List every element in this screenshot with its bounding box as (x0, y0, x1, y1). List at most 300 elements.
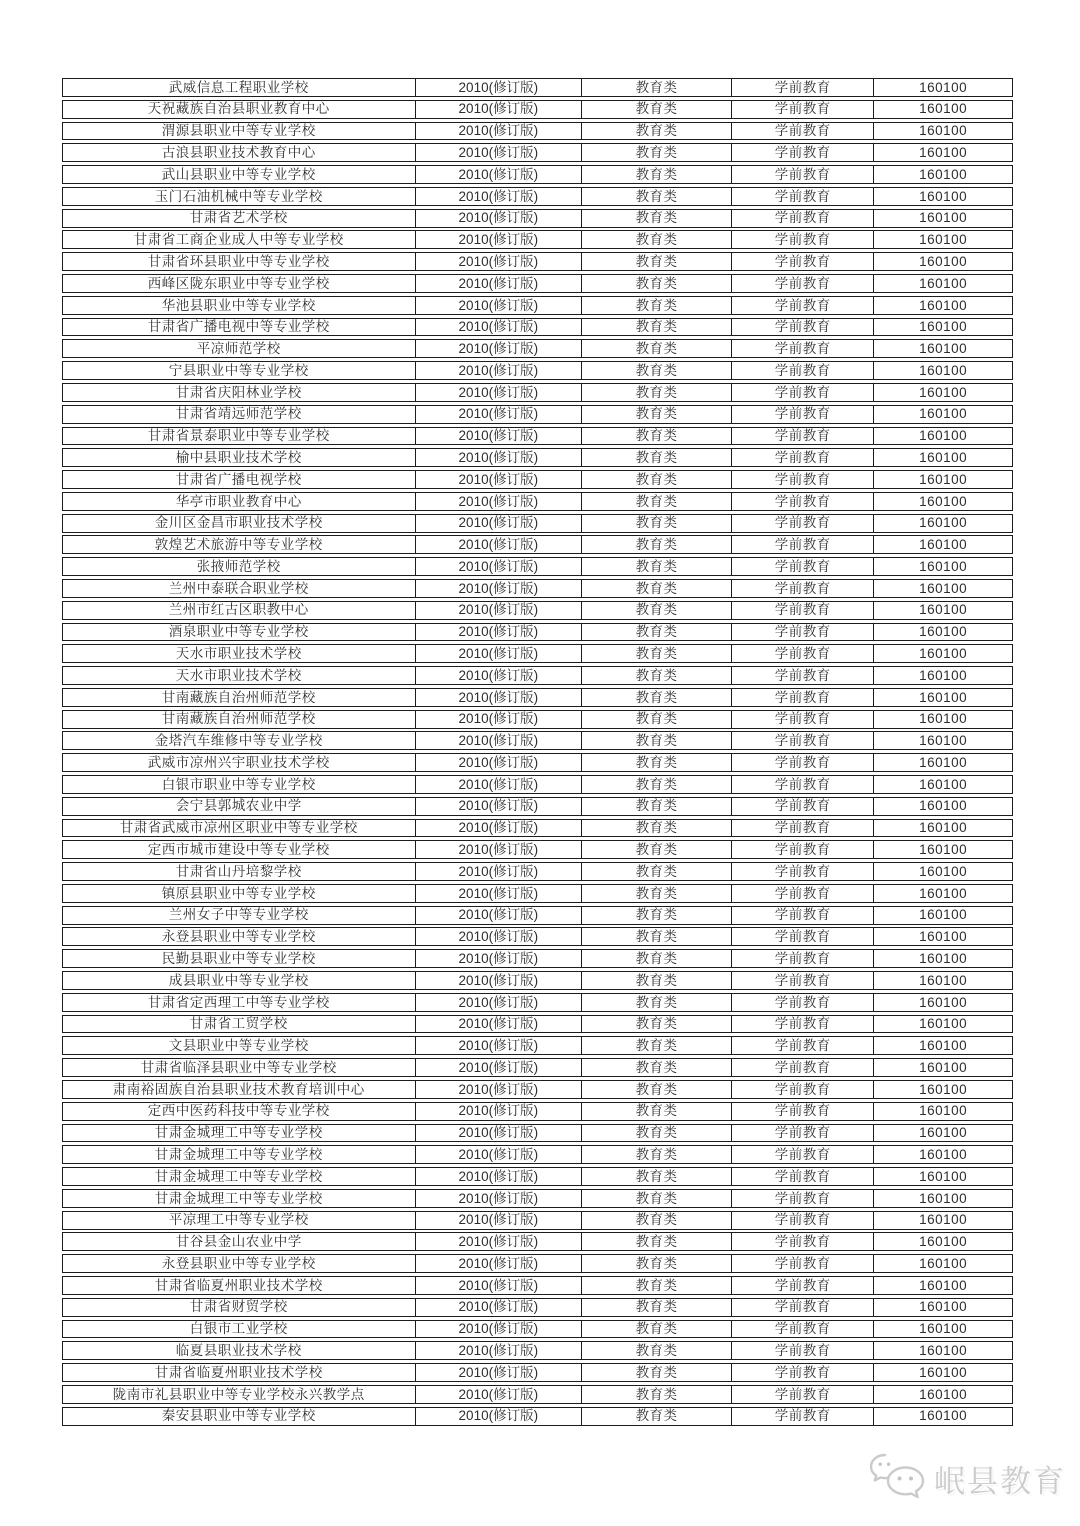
catalog-version-cell: 2010(修订版) (416, 907, 583, 924)
major-code-cell: 160100 (919, 319, 968, 335)
catalog-version-cell: 2010(修订版) (416, 319, 583, 336)
major-code-cell: 160100 (919, 733, 968, 749)
catalog-version-cell: 2010(修订版) (416, 558, 583, 575)
table-row (62, 775, 1013, 794)
major-category-cell: 教育类 (582, 1125, 732, 1142)
wechat-icon (868, 1452, 926, 1504)
major-name-cell: 学前教育 (732, 1190, 874, 1207)
major-code-cell: 160100 (919, 210, 968, 226)
catalog-version-cell: 2010(修订版) (416, 689, 583, 706)
table-row (62, 514, 1013, 533)
table-row (62, 1145, 1013, 1164)
major-code-cell: 160100 (919, 885, 968, 901)
catalog-version-cell: 2010(修订版) (416, 645, 583, 662)
major-category-cell: 教育类 (582, 101, 732, 118)
major-name-cell: 学前教育 (732, 928, 874, 945)
table-row (62, 1211, 1013, 1230)
major-code-cell: 160100 (919, 1190, 968, 1206)
major-name-cell: 学前教育 (732, 362, 874, 379)
major-category-cell: 教育类 (582, 645, 732, 662)
table-row (62, 448, 1013, 467)
school-name-cell: 甘肃省临夏州职业技术学校 (63, 1277, 416, 1294)
table-row (62, 862, 1013, 881)
major-name-cell: 学前教育 (732, 1059, 874, 1076)
major-name-cell: 学前教育 (732, 166, 874, 183)
school-name-cell: 兰州市红古区职教中心 (63, 602, 416, 619)
catalog-version-cell: 2010(修订版) (416, 362, 583, 379)
major-code-cell: 160100 (919, 537, 968, 553)
major-code-cell: 160100 (919, 689, 968, 705)
table-row (62, 1385, 1013, 1404)
school-name-cell: 甘肃省靖远师范学校 (63, 406, 416, 423)
major-code-cell: 160100 (919, 1343, 968, 1358)
table-row (62, 840, 1013, 859)
major-category-cell: 教育类 (582, 1255, 732, 1272)
major-code-cell: 160100 (919, 667, 968, 683)
table-row (62, 274, 1013, 293)
catalog-version-cell: 2010(修订版) (416, 1255, 583, 1272)
major-code-cell: 160100 (919, 471, 968, 487)
major-category-cell: 教育类 (582, 754, 732, 771)
catalog-version-cell: 2010(修订版) (416, 1364, 583, 1381)
major-category-cell: 教育类 (582, 1277, 732, 1294)
catalog-version-cell: 2010(修订版) (416, 972, 583, 989)
major-name-cell: 学前教育 (732, 645, 874, 662)
catalog-version-cell: 2010(修订版) (416, 1277, 583, 1294)
table-row (62, 1363, 1013, 1382)
school-name-cell: 天水市职业技术学校 (63, 667, 416, 684)
major-category-cell: 教育类 (582, 950, 732, 967)
major-category-cell: 教育类 (582, 711, 732, 728)
table-row (62, 601, 1013, 620)
catalog-version-cell: 2010(修订版) (416, 841, 583, 858)
major-code-cell: 160100 (919, 1038, 968, 1054)
major-code-cell: 160100 (919, 646, 968, 661)
table-row (62, 731, 1013, 750)
table-row (62, 1341, 1013, 1360)
major-name-cell: 学前教育 (732, 384, 874, 401)
major-code-cell: 160100 (919, 1212, 968, 1228)
major-code-cell: 160100 (919, 275, 968, 291)
major-name-cell: 学前教育 (732, 1277, 874, 1294)
catalog-version-cell: 2010(修订版) (416, 1212, 583, 1229)
major-name-cell: 学前教育 (732, 449, 874, 466)
major-code-cell: 160100 (919, 1321, 968, 1337)
school-name-cell: 甘肃省广播电视中等专业学校 (63, 319, 416, 336)
major-name-cell: 学前教育 (732, 841, 874, 858)
major-code-cell: 160100 (919, 493, 968, 509)
school-name-cell: 酒泉职业中等专业学校 (63, 624, 416, 641)
catalog-version-cell: 2010(修订版) (416, 928, 583, 945)
major-name-cell: 学前教育 (732, 1364, 874, 1381)
school-name-cell: 定西市城市建设中等专业学校 (63, 841, 416, 858)
major-code-cell: 160100 (919, 1408, 968, 1424)
major-category-cell: 教育类 (582, 362, 732, 379)
major-category-cell: 教育类 (582, 428, 732, 445)
major-name-cell: 学前教育 (732, 1081, 874, 1098)
major-name-cell: 学前教育 (732, 210, 874, 227)
major-category-cell: 教育类 (582, 1168, 732, 1185)
catalog-version-cell: 2010(修订版) (416, 1299, 583, 1316)
major-code-cell: 160100 (919, 1277, 968, 1293)
catalog-version-cell: 2010(修订版) (416, 1016, 583, 1033)
major-name-cell: 学前教育 (732, 101, 874, 118)
school-name-cell: 甘肃省财贸学校 (63, 1299, 416, 1316)
school-name-cell: 宁县职业中等专业学校 (63, 362, 416, 379)
school-name-cell: 甘肃省景泰职业中等专业学校 (63, 428, 416, 445)
major-category-cell: 教育类 (582, 123, 732, 140)
school-name-cell: 临夏县职业技术学校 (63, 1342, 416, 1359)
major-name-cell: 学前教育 (732, 1342, 874, 1359)
catalog-version-cell: 2010(修订版) (416, 101, 583, 118)
major-name-cell: 学前教育 (732, 885, 874, 902)
table-row (62, 644, 1013, 663)
major-category-cell: 教育类 (582, 1103, 732, 1120)
table-row (62, 753, 1013, 772)
major-name-cell: 学前教育 (732, 319, 874, 336)
major-name-cell: 学前教育 (732, 667, 874, 684)
major-name-cell: 学前教育 (732, 275, 874, 292)
major-name-cell: 学前教育 (732, 1386, 874, 1403)
major-category-cell: 教育类 (582, 928, 732, 945)
school-name-cell: 永登县职业中等专业学校 (63, 928, 416, 945)
major-category-cell: 教育类 (582, 689, 732, 706)
major-code-cell: 160100 (919, 994, 968, 1010)
major-category-cell: 教育类 (582, 297, 732, 314)
major-category-cell: 教育类 (582, 253, 732, 270)
major-category-cell: 教育类 (582, 166, 732, 183)
major-name-cell: 学前教育 (732, 580, 874, 597)
table-row (62, 1058, 1013, 1077)
major-name-cell: 学前教育 (732, 471, 874, 488)
major-name-cell: 学前教育 (732, 950, 874, 967)
school-name-cell: 武威市凉州兴宇职业技术学校 (63, 754, 416, 771)
major-category-cell: 教育类 (582, 602, 732, 619)
major-name-cell: 学前教育 (732, 493, 874, 510)
major-category-cell: 教育类 (582, 536, 732, 553)
major-code-cell: 160100 (919, 79, 968, 95)
catalog-version-cell: 2010(修订版) (416, 449, 583, 466)
table-row (62, 971, 1013, 990)
school-name-cell: 金川区金昌市职业技术学校 (63, 515, 416, 532)
catalog-version-cell: 2010(修订版) (416, 1103, 583, 1120)
major-category-cell: 教育类 (582, 319, 732, 336)
major-code-cell: 160100 (919, 754, 968, 770)
major-name-cell: 学前教育 (732, 297, 874, 314)
major-category-cell: 教育类 (582, 798, 732, 815)
table-row (62, 1124, 1013, 1143)
major-category-cell: 教育类 (582, 841, 732, 858)
table-row (62, 906, 1013, 925)
catalog-version-cell: 2010(修订版) (416, 210, 583, 227)
major-category-cell: 教育类 (582, 449, 732, 466)
major-code-cell: 160100 (919, 558, 968, 574)
major-category-cell: 教育类 (582, 1386, 732, 1403)
table-row (62, 1254, 1013, 1273)
table-row (62, 688, 1013, 707)
table-row (62, 579, 1013, 598)
catalog-version-cell: 2010(修订版) (416, 340, 583, 357)
school-name-cell: 武威信息工程职业学校 (63, 79, 416, 96)
table-row (62, 187, 1013, 206)
major-code-cell: 160100 (919, 123, 968, 139)
school-name-cell: 甘肃省临夏州职业技术学校 (63, 1364, 416, 1381)
catalog-version-cell: 2010(修订版) (416, 275, 583, 292)
table-row (62, 1232, 1013, 1251)
table-row (62, 165, 1013, 184)
school-name-cell: 成县职业中等专业学校 (63, 972, 416, 989)
major-category-cell: 教育类 (582, 1342, 732, 1359)
catalog-version-cell: 2010(修订版) (416, 515, 583, 532)
school-name-cell: 甘肃金城理工中等专业学校 (63, 1146, 416, 1163)
catalog-version-cell: 2010(修订版) (416, 1190, 583, 1207)
major-code-cell: 160100 (919, 166, 968, 182)
school-name-cell: 甘肃省武威市凉州区职业中等专业学校 (63, 820, 416, 837)
school-name-cell: 民勤县职业中等专业学校 (63, 950, 416, 967)
table-row (62, 819, 1013, 838)
catalog-version-cell: 2010(修订版) (416, 863, 583, 880)
major-category-cell: 教育类 (582, 1321, 732, 1338)
major-code-cell: 160100 (919, 972, 968, 988)
table-row (62, 209, 1013, 228)
major-name-cell: 学前教育 (732, 144, 874, 161)
catalog-version-cell: 2010(修订版) (416, 798, 583, 815)
table-row (62, 143, 1013, 162)
table-row (62, 1036, 1013, 1055)
table-row (62, 1320, 1013, 1339)
catalog-version-cell: 2010(修订版) (416, 1408, 583, 1425)
major-category-cell: 教育类 (582, 1190, 732, 1207)
major-name-cell: 学前教育 (732, 972, 874, 989)
major-code-cell: 160100 (919, 1125, 968, 1141)
catalog-version-cell: 2010(修订版) (416, 1146, 583, 1163)
catalog-version-cell: 2010(修订版) (416, 406, 583, 423)
major-category-cell: 教育类 (582, 994, 732, 1011)
major-code-cell: 160100 (919, 1255, 968, 1271)
major-name-cell: 学前教育 (732, 1212, 874, 1229)
catalog-version-cell: 2010(修订版) (416, 667, 583, 684)
catalog-version-cell: 2010(修订版) (416, 253, 583, 270)
major-category-cell: 教育类 (582, 558, 732, 575)
catalog-version-cell: 2010(修订版) (416, 820, 583, 837)
school-name-cell: 平凉理工中等专业学校 (63, 1212, 416, 1229)
school-name-cell: 天祝藏族自治县职业教育中心 (63, 101, 416, 118)
major-name-cell: 学前教育 (732, 863, 874, 880)
table-row (62, 1102, 1013, 1121)
catalog-version-cell: 2010(修订版) (416, 79, 583, 96)
school-name-cell: 肃南裕固族自治县职业技术教育培训中心 (63, 1081, 416, 1098)
school-name-cell: 甘肃省工贸学校 (63, 1016, 416, 1033)
major-name-cell: 学前教育 (732, 754, 874, 771)
major-name-cell: 学前教育 (732, 711, 874, 728)
major-category-cell: 教育类 (582, 776, 732, 793)
major-code-cell: 160100 (919, 820, 968, 836)
table-row (62, 492, 1013, 511)
table-row (62, 405, 1013, 424)
major-code-cell: 160100 (919, 384, 968, 400)
major-code-cell: 160100 (919, 1146, 968, 1162)
major-code-cell: 160100 (919, 406, 968, 422)
major-name-cell: 学前教育 (732, 732, 874, 749)
school-name-cell: 白银市工业学校 (63, 1321, 416, 1338)
school-name-cell: 甘肃省艺术学校 (63, 210, 416, 227)
watermark-label: 岷县教育 (934, 1463, 1066, 1499)
major-name-cell: 学前教育 (732, 689, 874, 706)
table-row (62, 1080, 1013, 1099)
major-category-cell: 教育类 (582, 1016, 732, 1033)
catalog-version-cell: 2010(修订版) (416, 1233, 583, 1250)
catalog-version-cell: 2010(修订版) (416, 297, 583, 314)
school-name-cell: 古浪县职业技术教育中心 (63, 144, 416, 161)
table-row (62, 797, 1013, 816)
major-name-cell: 学前教育 (732, 515, 874, 532)
major-category-cell: 教育类 (582, 820, 732, 837)
catalog-version-cell: 2010(修订版) (416, 732, 583, 749)
major-code-cell: 160100 (919, 624, 968, 640)
table-row (62, 296, 1013, 315)
table-row (62, 361, 1013, 380)
table-row (62, 557, 1013, 576)
major-category-cell: 教育类 (582, 384, 732, 401)
major-category-cell: 教育类 (582, 1081, 732, 1098)
school-name-cell: 陇南市礼县职业中等专业学校永兴教学点 (63, 1386, 416, 1403)
table-row (62, 1407, 1013, 1426)
table-row (62, 710, 1013, 729)
table-row (62, 1015, 1013, 1034)
major-category-cell: 教育类 (582, 1408, 732, 1425)
major-category-cell: 教育类 (582, 210, 732, 227)
major-name-cell: 学前教育 (732, 253, 874, 270)
table-row (62, 993, 1013, 1012)
school-name-cell: 榆中县职业技术学校 (63, 449, 416, 466)
catalog-version-cell: 2010(修订版) (416, 384, 583, 401)
catalog-version-cell: 2010(修订版) (416, 166, 583, 183)
major-code-cell: 160100 (919, 580, 968, 596)
major-code-cell: 160100 (919, 101, 968, 117)
major-name-cell: 学前教育 (732, 1168, 874, 1185)
catalog-version-cell: 2010(修订版) (416, 1342, 583, 1359)
major-code-cell: 160100 (919, 1364, 968, 1380)
major-category-cell: 教育类 (582, 907, 732, 924)
major-category-cell: 教育类 (582, 275, 732, 292)
table-row (62, 78, 1013, 97)
catalog-version-cell: 2010(修订版) (416, 493, 583, 510)
table-row (62, 1276, 1013, 1295)
school-name-cell: 甘谷县金山农业中学 (63, 1233, 416, 1250)
major-category-cell: 教育类 (582, 863, 732, 880)
major-code-cell: 160100 (919, 907, 968, 923)
major-category-cell: 教育类 (582, 188, 732, 205)
major-code-cell: 160100 (919, 950, 968, 966)
table-row (62, 1189, 1013, 1208)
catalog-version-cell: 2010(修订版) (416, 188, 583, 205)
major-name-cell: 学前教育 (732, 1016, 874, 1033)
catalog-version-cell: 2010(修订版) (416, 1168, 583, 1185)
school-name-cell: 甘肃省山丹培黎学校 (63, 863, 416, 880)
school-name-cell: 甘肃省临泽县职业中等专业学校 (63, 1059, 416, 1076)
major-name-cell: 学前教育 (732, 1255, 874, 1272)
major-code-cell: 160100 (919, 776, 968, 792)
major-category-cell: 教育类 (582, 471, 732, 488)
school-name-cell: 镇原县职业中等专业学校 (63, 885, 416, 902)
major-code-cell: 160100 (919, 515, 968, 531)
school-name-cell: 甘肃省庆阳林业学校 (63, 384, 416, 401)
major-category-cell: 教育类 (582, 231, 732, 248)
school-name-cell: 秦安县职业中等专业学校 (63, 1408, 416, 1425)
table-row (62, 230, 1013, 249)
wechat-watermark (868, 1448, 1068, 1508)
major-name-cell: 学前教育 (732, 536, 874, 553)
major-category-cell: 教育类 (582, 580, 732, 597)
major-name-cell: 学前教育 (732, 994, 874, 1011)
major-code-cell: 160100 (919, 1103, 968, 1119)
major-category-cell: 教育类 (582, 1212, 732, 1229)
school-name-cell: 白银市职业中等专业学校 (63, 776, 416, 793)
major-code-cell: 160100 (919, 1081, 968, 1097)
school-name-cell: 甘肃金城理工中等专业学校 (63, 1168, 416, 1185)
catalog-version-cell: 2010(修订版) (416, 950, 583, 967)
major-code-cell: 160100 (919, 842, 968, 858)
school-name-cell: 甘南藏族自治州师范学校 (63, 689, 416, 706)
table-row (62, 1298, 1013, 1317)
table-row (62, 623, 1013, 642)
table-row (62, 318, 1013, 337)
major-category-cell: 教育类 (582, 515, 732, 532)
major-code-cell: 160100 (919, 232, 968, 248)
school-name-cell: 华池县职业中等专业学校 (63, 297, 416, 314)
catalog-version-cell: 2010(修订版) (416, 754, 583, 771)
major-name-cell: 学前教育 (732, 1299, 874, 1316)
major-name-cell: 学前教育 (732, 340, 874, 357)
catalog-version-cell: 2010(修订版) (416, 428, 583, 445)
catalog-version-cell: 2010(修订版) (416, 123, 583, 140)
table-row (62, 470, 1013, 489)
major-name-cell: 学前教育 (732, 188, 874, 205)
school-name-cell: 定西中医药科技中等专业学校 (63, 1103, 416, 1120)
school-name-cell: 甘肃省环县职业中等专业学校 (63, 253, 416, 270)
major-category-cell: 教育类 (582, 1364, 732, 1381)
major-category-cell: 教育类 (582, 972, 732, 989)
major-name-cell: 学前教育 (732, 79, 874, 96)
major-category-cell: 教育类 (582, 667, 732, 684)
school-name-cell: 兰州中泰联合职业学校 (63, 580, 416, 597)
catalog-version-cell: 2010(修订版) (416, 1386, 583, 1403)
major-code-cell: 160100 (919, 1016, 968, 1032)
major-code-cell: 160100 (919, 929, 968, 945)
major-code-cell: 160100 (919, 602, 968, 618)
major-name-cell: 学前教育 (732, 123, 874, 140)
catalog-version-cell: 2010(修订版) (416, 144, 583, 161)
major-code-cell: 160100 (919, 188, 968, 204)
major-code-cell: 160100 (919, 145, 968, 161)
major-category-cell: 教育类 (582, 493, 732, 510)
major-name-cell: 学前教育 (732, 558, 874, 575)
catalog-version-cell: 2010(修订版) (416, 1125, 583, 1142)
major-name-cell: 学前教育 (732, 798, 874, 815)
table-row (62, 535, 1013, 554)
school-name-cell: 金塔汽车维修中等专业学校 (63, 732, 416, 749)
major-name-cell: 学前教育 (732, 602, 874, 619)
catalog-version-cell: 2010(修订版) (416, 776, 583, 793)
major-name-cell: 学前教育 (732, 776, 874, 793)
school-name-cell: 渭源县职业中等专业学校 (63, 123, 416, 140)
school-name-cell: 文县职业中等专业学校 (63, 1037, 416, 1054)
school-name-cell: 永登县职业中等专业学校 (63, 1255, 416, 1272)
school-name-cell: 张掖师范学校 (63, 558, 416, 575)
major-category-cell: 教育类 (582, 1059, 732, 1076)
table-row (62, 339, 1013, 358)
major-category-cell: 教育类 (582, 1146, 732, 1163)
